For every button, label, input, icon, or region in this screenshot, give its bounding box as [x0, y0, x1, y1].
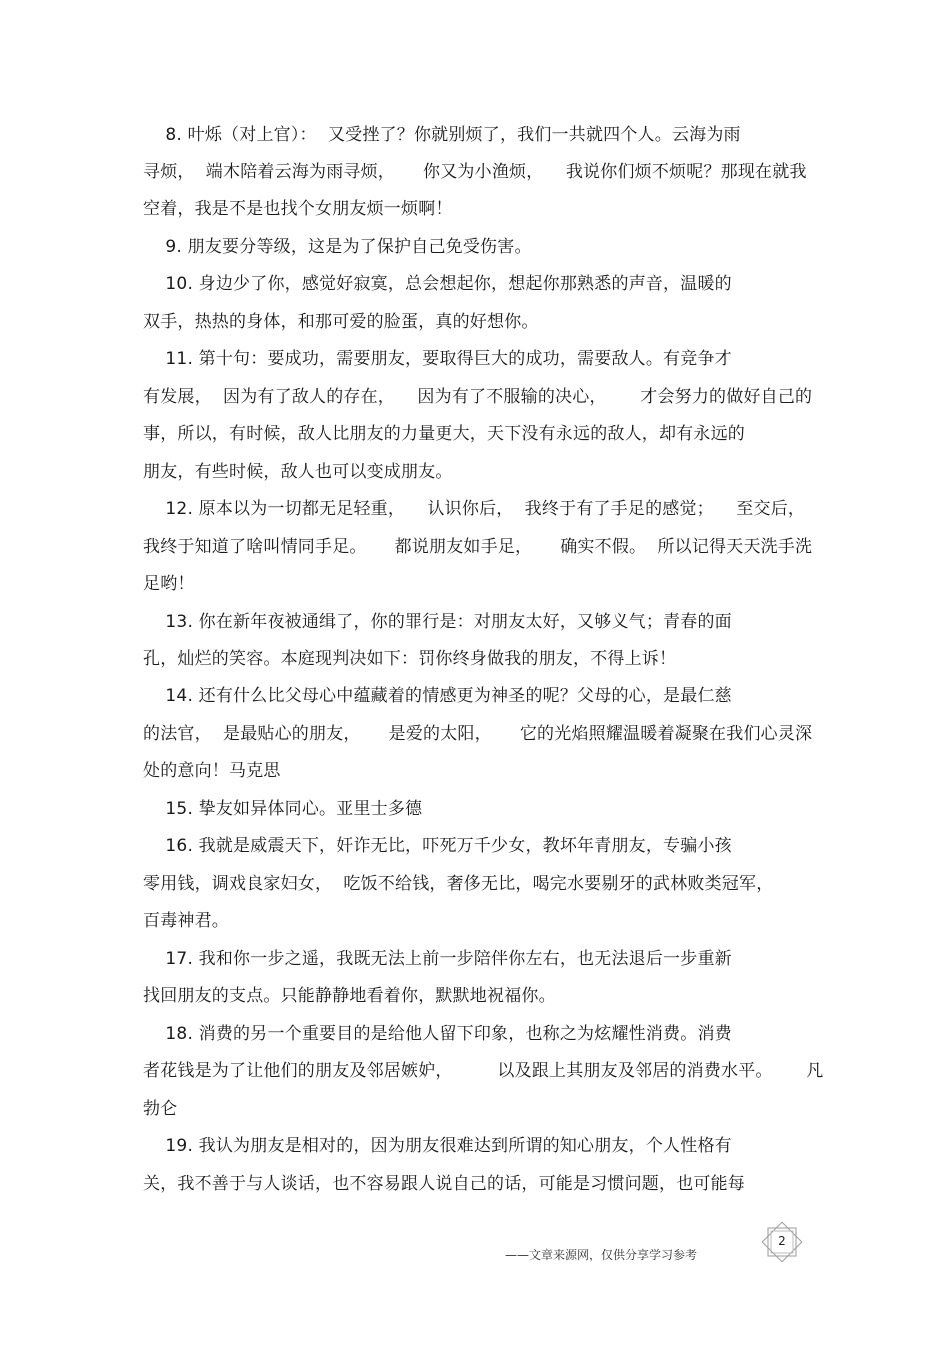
body-line: 者花钱是为了让他们的朋友及邻居嫉妒， 以及跟上其朋友及邻居的消费水平。 凡 — [143, 1061, 824, 1081]
body-line: 有发展， 因为有了敌人的存在， 因为有了不服输的决心， 才会努力的做好自己的 — [143, 387, 813, 407]
body-line: 8. 叶烁（对上官）： 又受挫了？你就别烦了，我们一共就四个人。云海为雨 — [143, 125, 741, 145]
body-line: 空着，我是不是也找个女朋友烦一烦啊！ — [143, 199, 453, 219]
body-line: 15. 挚友如异体同心。亚里士多德 — [143, 799, 423, 819]
body-line: 勃仑 — [143, 1099, 178, 1119]
body-line: 10. 身边少了你，感觉好寂寞，总会想起你，想起你那熟悉的声音，温暖的 — [143, 274, 732, 294]
body-line: 18. 消费的另一个重要目的是给他人留下印象，也称之为炫耀性消费。消费 — [143, 1024, 732, 1044]
body-line: 孔，灿烂的笑容。本庭现判决如下：罚你终身做我的朋友，不得上诉！ — [143, 649, 677, 669]
body-line: 找回朋友的支点。只能静静地看着你，默默地祝福你。 — [143, 986, 556, 1006]
body-line: 零用钱，调戏良家妇女， 吃饭不给钱，奢侈无比，喝完水要剔牙的武林败类冠军， — [143, 874, 774, 894]
body-line: 双手，热热的身体，和那可爱的脸蛋，真的好想你。 — [143, 312, 539, 332]
body-line: 关，我不善于与人谈话，也不容易跟人说自己的话，可能是习惯问题，也可能每 — [143, 1174, 745, 1194]
body-line: 13. 你在新年夜被通缉了，你的罪行是：对朋友太好，又够义气；青春的面 — [143, 612, 732, 632]
footer-source-note: ——文章来源网，仅供分享学习参考 — [505, 1248, 698, 1262]
body-line: 事，所以，有时候，敌人比朋友的力量更大，天下没有永远的敌人，却有永远的 — [143, 424, 745, 444]
body-line: 9. 朋友要分等级，这是为了保护自己免受伤害。 — [143, 237, 532, 257]
body-line: 朋友，有些时候，敌人也可以变成朋友。 — [143, 462, 453, 482]
body-line: 寻烦， 端木陪着云海为雨寻烦， 你又为小渔烦， 我说你们烦不烦呢？那现在就我 — [143, 162, 807, 182]
page-number-badge — [760, 1222, 804, 1262]
body-line: 16. 我就是威震天下，奸诈无比，吓死万千少女，教坏年青朋友，专骗小孩 — [143, 836, 732, 856]
body-line: 处的意向！马克思 — [143, 761, 281, 781]
body-line: 19. 我认为朋友是相对的，因为朋友很难达到所谓的知心朋友，个人性格有 — [143, 1136, 732, 1156]
body-line: 百毒神君。 — [143, 911, 229, 931]
body-line: 12. 原本以为一切都无足轻重， 认识你后， 我终于有了手足的感觉； 至交后， — [143, 499, 806, 519]
body-line: 11. 第十句：要成功，需要朋友，要取得巨大的成功，需要敌人。有竞争才 — [143, 349, 732, 369]
body-line: 17. 我和你一步之遥，我既无法上前一步陪伴你左右，也无法退后一步重新 — [143, 949, 732, 969]
body-line: 我终于知道了啥叫情同手足。 都说朋友如手足， 确实不假。 所以记得天天洗手洗 — [143, 537, 813, 557]
page-number: 2 — [778, 1234, 786, 1248]
body-line: 的法官， 是最贴心的朋友， 是爱的太阳， 它的光焰照耀温暖着凝聚在我们心灵深 — [143, 724, 813, 744]
body-line: 足哟！ — [143, 574, 195, 594]
body-line: 14. 还有什么比父母心中蕴藏着的情感更为神圣的呢？父母的心，是最仁慈 — [143, 686, 732, 706]
